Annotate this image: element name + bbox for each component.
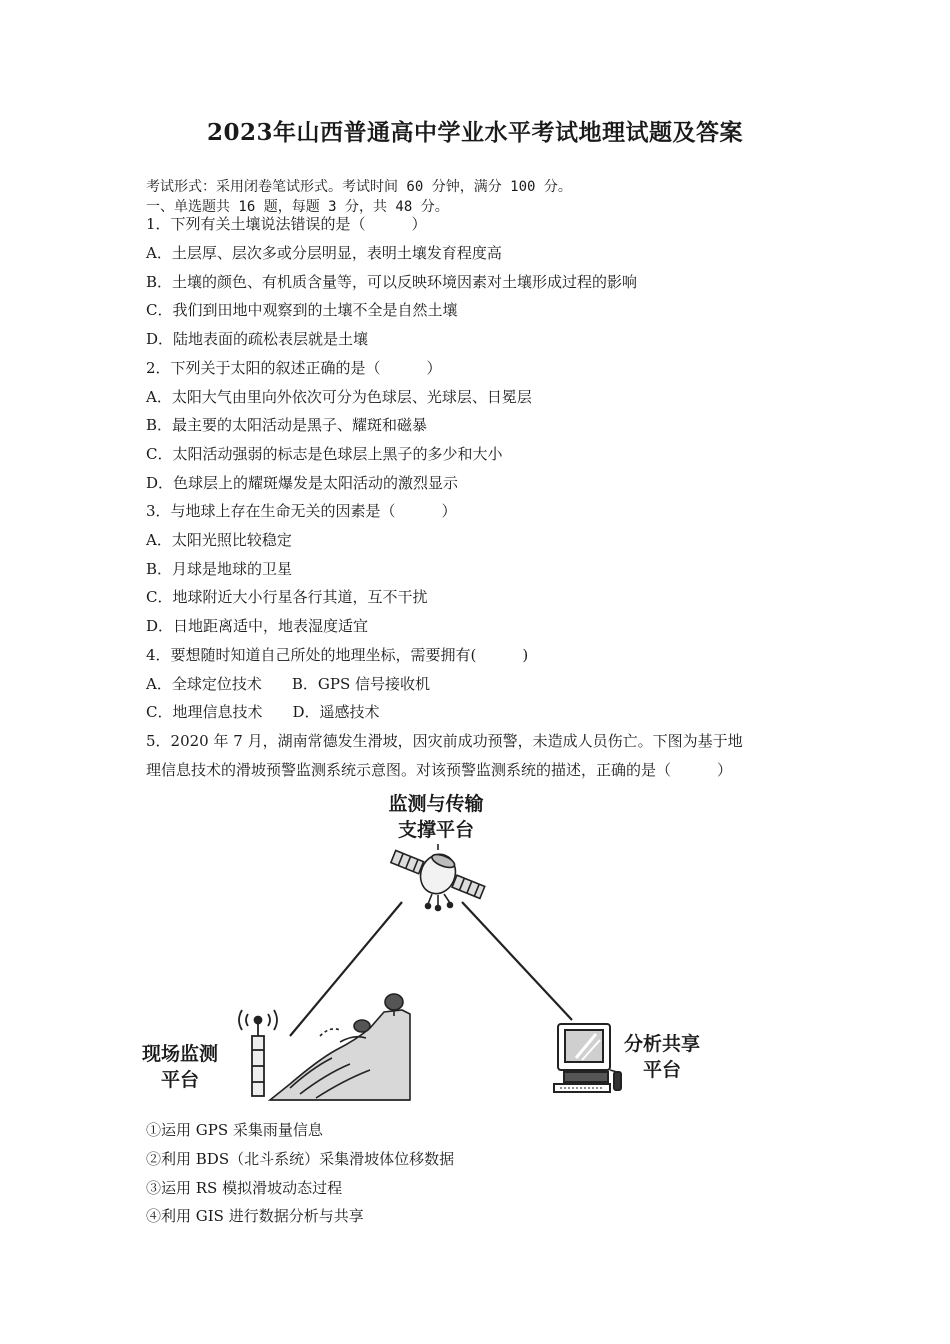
top-platform-label-2: 支撑平台 <box>397 819 475 841</box>
question-4-option-b: B．GPS 信号接收机 <box>291 675 430 693</box>
statement-4: ④利用 GIS 进行数据分析与共享 <box>146 1207 364 1225</box>
question-2-option-c: C．太阳活动强弱的标志是色球层上黑子的多少和大小 <box>146 445 503 463</box>
question-4-option-d: D．遥感技术 <box>292 703 380 721</box>
question-4-stem: 4．要想随时知道自己所处的地理坐标，需要拥有( ) <box>146 646 529 664</box>
exam-info: 考试形式：采用闭卷笔试形式。考试时间 60 分钟，满分 100 分。 <box>146 179 572 195</box>
satellite-icon <box>386 837 490 910</box>
monitoring-tower-icon <box>239 1010 277 1096</box>
statement-3: ③运用 RS 模拟滑坡动态过程 <box>146 1179 343 1197</box>
document-title: 2023年山西普通高中学业水平考试地理试题及答案 <box>206 119 743 146</box>
question-5-stem-line-1: 5．2020 年 7 月，湖南常德发生滑坡，因灾前成功预警，未造成人员伤亡。下图为基于地 <box>146 732 743 750</box>
question-3-option-b: B．月球是地球的卫星 <box>146 560 293 578</box>
question-3-option-d: D．日地距离适中，地表湿度适宜 <box>146 617 369 635</box>
question-2-option-a: A．太阳大气由里向外依次可分为色球层、光球层、日冕层 <box>146 388 532 406</box>
question-5-stem-line-2: 理信息技术的滑坡预警监测系统示意图。对该预警监测系统的描述，正确的是（ ） <box>146 761 733 779</box>
question-4-option-c: C．地理信息技术 <box>146 703 263 721</box>
left-platform-label-1: 现场监测 <box>141 1043 219 1065</box>
question-2-option-b: B．最主要的太阳活动是黑子、耀斑和磁暴 <box>146 416 428 434</box>
question-1-option-b: B．土壤的颜色、有机质含量等，可以反映环境因素对土壤形成过程的影响 <box>146 273 638 291</box>
question-4-option-a: A．全球定位技术 <box>146 675 262 693</box>
question-3-stem: 3．与地球上存在生命无关的因素是（ ） <box>146 502 457 520</box>
question-1-option-c: C．我们到田地中观察到的土壤不全是自然土壤 <box>146 301 458 319</box>
right-platform-label-2: 平台 <box>642 1059 682 1081</box>
question-4-options-row-1 <box>146 673 430 694</box>
left-platform-label-2: 平台 <box>160 1069 200 1091</box>
question-4-options-row-2 <box>146 701 380 722</box>
landslide-slope-illustration <box>270 994 410 1100</box>
right-platform-label-1: 分析共享 <box>623 1033 701 1055</box>
computer-icon <box>554 1024 621 1092</box>
question-2-stem: 2．下列关于太阳的叙述正确的是（ ） <box>146 359 442 377</box>
question-1-stem: 1．下列有关土壤说法错误的是（ ） <box>146 215 427 233</box>
question-3-option-a: A．太阳光照比较稳定 <box>146 531 292 549</box>
link-line-right <box>462 902 572 1020</box>
question-3-option-c: C．地球附近大小行星各行其道，互不干扰 <box>146 588 428 606</box>
section-heading: 一、单选题共 16 题，每题 3 分，共 48 分。 <box>146 199 449 215</box>
question-1-option-d: D．陆地表面的疏松表层就是土壤 <box>146 330 369 348</box>
landslide-monitoring-diagram <box>140 788 730 1108</box>
statement-2: ②利用 BDS（北斗系统）采集滑坡体位移数据 <box>146 1150 455 1168</box>
top-platform-label-1: 监测与传输 <box>388 793 484 815</box>
question-2-option-d: D．色球层上的耀斑爆发是太阳活动的激烈显示 <box>146 474 459 492</box>
statement-1: ①运用 GPS 采集雨量信息 <box>146 1121 323 1139</box>
question-1-option-a: A．土层厚、层次多或分层明显，表明土壤发育程度高 <box>146 244 502 262</box>
